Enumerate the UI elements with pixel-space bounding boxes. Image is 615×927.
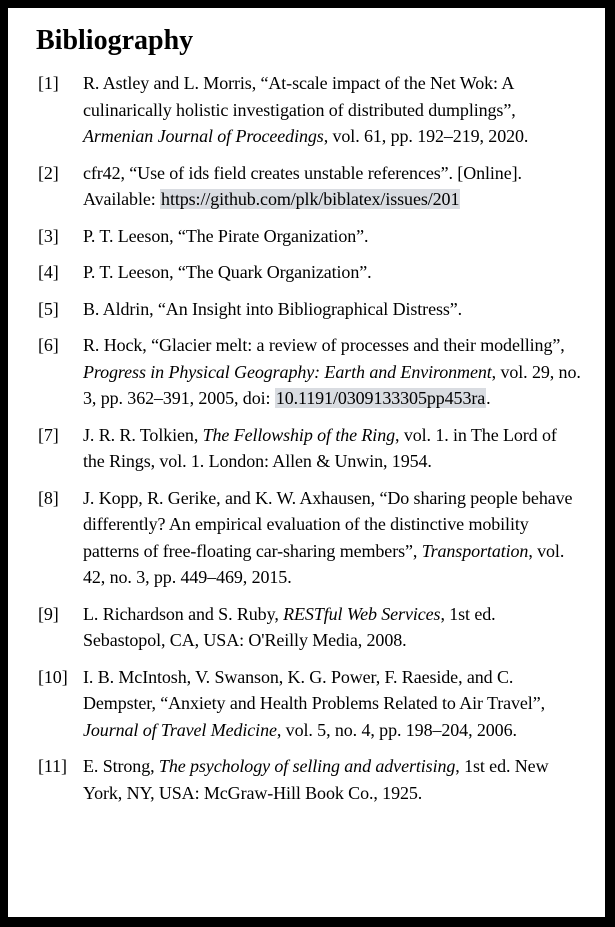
bib-entry: [38, 485, 581, 591]
bib-title-italic: The Fellowship of the Ring: [202, 424, 396, 445]
bib-text-segment: , vol. 1. in The Lord of the Rings, vol. 1. London: Allen & Unwin, 1954.: [83, 424, 557, 471]
bib-text-segment: J. R. R. Tolkien,: [83, 424, 203, 445]
bibliography-list: [36, 70, 581, 806]
bib-entry-text: [83, 753, 581, 806]
bib-text-segment: , vol. 42, no. 3, pp. 449–469, 2015.: [83, 540, 565, 587]
bib-entry-text: [83, 332, 581, 412]
bib-entry-number: [1]: [38, 73, 59, 93]
bib-entry-number: [11]: [38, 756, 67, 776]
bib-entry: [38, 332, 581, 412]
bib-entry: [38, 296, 581, 323]
bib-text-segment: I. B. McIntosh, V. Swanson, K. G. Power, F. Raeside, and C. Dempster, “Anxiety and Health Problems Related to Air Travel”,: [83, 666, 545, 713]
bib-entry: [38, 664, 581, 744]
bib-entry-text: [83, 259, 581, 286]
bib-text-segment: , vol. 5, no. 4, pp. 198–204, 2006.: [276, 719, 517, 740]
bib-entry-number: [6]: [38, 335, 59, 355]
bib-title-italic: Transportation: [421, 540, 529, 561]
bib-entry-text: [83, 601, 581, 654]
bib-entry-text: [83, 160, 581, 213]
bib-text-segment: cfr42, “Use of ids field creates unstable references”. [Online]. Available:: [83, 162, 522, 209]
bib-title-italic: Progress in Physical Geography: Earth and Environment: [83, 361, 492, 382]
bib-entry: [38, 259, 581, 286]
bib-link[interactable]: https://github.com/plk/biblatex/issues/201: [161, 189, 460, 209]
bib-title-italic: Journal of Travel Medicine: [83, 719, 277, 740]
bib-text-segment: , vol. 29, no. 3, pp. 362–391, 2005, doi:: [83, 361, 581, 408]
bib-entry-number: [8]: [38, 487, 59, 508]
bib-text-segment: , 1st ed. Sebastopol, CA, USA: O'Reilly Media, 2008.: [83, 603, 496, 650]
bib-entry: [38, 422, 581, 475]
page-title: Bibliography: [36, 25, 194, 56]
bib-title-italic: The psychology of selling and advertising: [158, 756, 456, 776]
bib-entry-number: [7]: [38, 424, 59, 445]
bib-entry-number: [3]: [38, 225, 59, 246]
bib-text-segment: P. T. Leeson, “The Quark Organization”.: [83, 262, 372, 282]
bib-title-italic: Armenian Journal of Proceedings: [83, 126, 324, 146]
bib-title-italic: RESTful Web Services: [283, 603, 441, 624]
bib-text-segment: L. Richardson and S. Ruby,: [83, 603, 284, 624]
bib-entry-text: [83, 223, 581, 250]
bib-entry-text: [83, 296, 581, 323]
bib-text-segment: , 1st ed. New York, NY, USA: McGraw-Hill Book Co., 1925.: [83, 756, 549, 803]
bib-entry-text: [83, 422, 581, 475]
bib-entry: [38, 753, 581, 806]
bib-entry-text: [83, 664, 581, 744]
bib-entry: [38, 160, 581, 213]
bib-text-segment: R. Hock, “Glacier melt: a review of processes and their modelling”,: [83, 335, 565, 355]
bib-entry-text: [83, 485, 581, 591]
bib-text-segment: J. Kopp, R. Gerike, and K. W. Axhausen, “Do sharing people behave differently? An empirical evaluation of the distinctive mobility patterns of free-floating car-sharing members”,: [83, 487, 573, 561]
bib-entry: [38, 601, 581, 654]
bib-entry-number: [2]: [38, 162, 59, 183]
bib-text-segment: E. Strong,: [83, 756, 159, 776]
bib-link[interactable]: 10.1191/0309133305pp453ra: [275, 388, 486, 408]
bib-text-segment: , vol. 61, pp. 192–219, 2020.: [323, 126, 529, 146]
bib-entry-number: [9]: [38, 603, 59, 624]
bib-entry-number: [5]: [38, 298, 59, 319]
bib-text-segment: P. T. Leeson, “The Pirate Organization”.: [83, 225, 369, 246]
bib-text-segment: .: [486, 388, 491, 408]
bib-entry-number: [10]: [38, 666, 68, 687]
bib-entry: [38, 70, 581, 150]
bib-entry-number: [4]: [38, 262, 59, 282]
bibliography-page: [8, 8, 605, 917]
bib-entry-text: [83, 70, 581, 150]
bib-text-segment: B. Aldrin, “An Insight into Bibliographical Distress”.: [83, 298, 463, 319]
bib-entry: [38, 223, 581, 250]
bib-text-segment: R. Astley and L. Morris, “At-scale impact of the Net Wok: A culinarically holistic investigation of distributed dumplings”,: [83, 73, 516, 120]
